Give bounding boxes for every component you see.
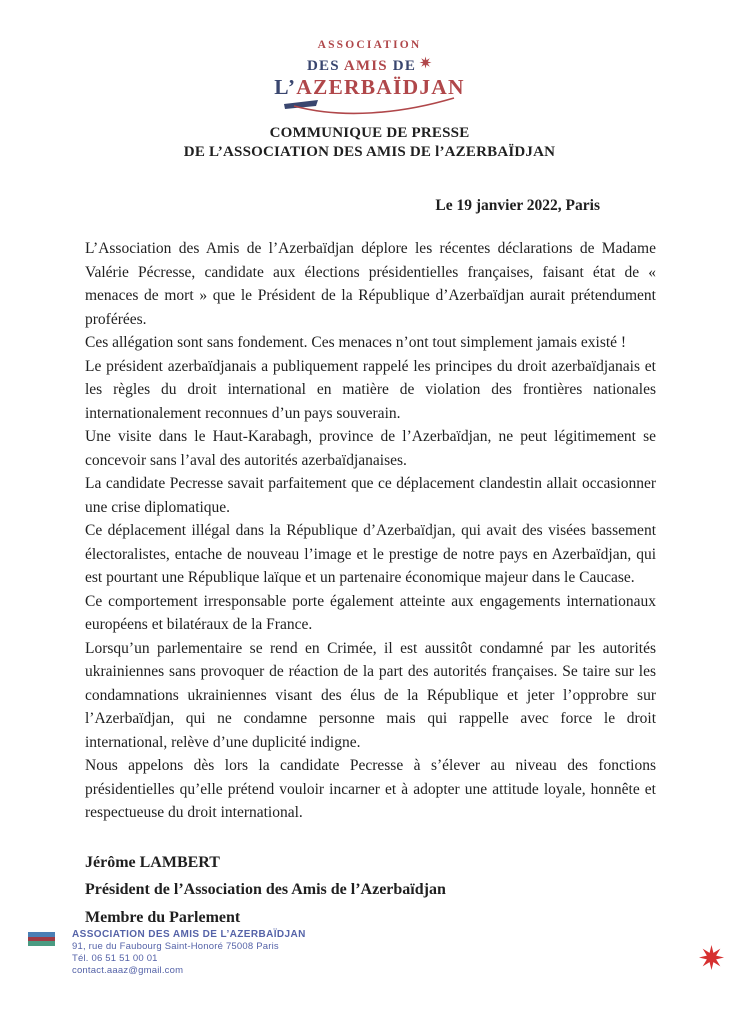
paragraph-3: Le président azerbaïdjanais a publiquement rappelé les principes du droit azerbaïdjanais et les règles du droit international en matière de violation des frontières nationales internationalement reconnues d’un pays souverain.: [85, 357, 656, 422]
flower-icon: [419, 56, 432, 69]
paragraph-4: Une visite dans le Haut-Karabagh, province de l’Azerbaïdjan, ne peut légitimement se concevoir sans l’aval des autorités azerbaïdjanaises.: [85, 428, 656, 469]
logo-swoosh-underline: [282, 97, 457, 119]
logo-association-text: ASSOCIATION: [317, 39, 422, 51]
azerbaijan-flag-icon: [28, 932, 55, 946]
logo-word-amis: AMIS: [343, 57, 388, 74]
logo-word-des: DES: [306, 57, 340, 74]
paragraph-2: Ces allégation sont sans fondement. Ces menaces n’ont tout simplement jamais existé !: [85, 334, 627, 351]
title-line-2: DE L’ASSOCIATION DES AMIS DE l’AZERBAÏDJAN: [183, 144, 556, 160]
footer-org-name: ASSOCIATION DES AMIS DE L’AZERBAÏDJAN: [72, 929, 306, 940]
signature-name: Jérôme LAMBERT: [85, 853, 220, 871]
body-text: [85, 237, 656, 825]
footer-phone: Tél. 06 51 51 00 01: [72, 952, 158, 964]
association-logo: [0, 0, 739, 119]
eight-pointed-star-icon: [698, 944, 725, 971]
paragraph-8: Lorsqu’un parlementaire se rend en Crimée, il est aussitôt condamné par les autorités ukrainiennes sans provoquer de réaction de la part des autorités françaises. Se taire sur les condamnations ukrainiennes visant des élus de la République et jeter l’opprobre sur l’Azerbaïdjan, qui ne condamne personne mais qui rappelle avec force le droit international, relève d’une duplicité indigne.: [85, 639, 656, 751]
signature-role: Membre du Parlement: [85, 908, 241, 926]
paragraph-1: L’Association des Amis de l’Azerbaïdjan déplore les récentes déclarations de Madame Valérie Pécresse, candidate aux élections présidentielles françaises, faisant état de « menaces de mort » que le Président de la République d’Azerbaïdjan aurait prétendument proférées.: [85, 240, 656, 328]
logo-l-apostrophe: L’: [274, 74, 297, 99]
logo-azerbaidjan-word: AZERBAÏDJAN: [296, 74, 465, 99]
document-title: [0, 124, 739, 162]
date-line: Le 19 janvier 2022, Paris: [435, 197, 600, 214]
footer-contact-block: [72, 928, 306, 976]
paragraph-5: La candidate Pecresse savait parfaitement que ce déplacement clandestin allait occasionner une crise diplomatique.: [85, 475, 656, 516]
logo-des-amis-de-line: [0, 56, 739, 74]
paragraph-7: Ce comportement irresponsable porte également atteinte aux engagements internationaux européens et bilatéraux de la France.: [85, 592, 656, 633]
paragraph-9: Nous appelons dès lors la candidate Pecresse à s’élever au niveau des fonctions présidentielles qu’elle prétend vouloir incarner et à adopter une attitude loyale, honnête et respectueuse du droit international.: [85, 757, 656, 821]
footer-email: contact.aaaz@gmail.com: [72, 964, 184, 976]
paragraph-6: Ce déplacement illégal dans la République d’Azerbaïdjan, qui avait des visées bassement électoralistes, entache de nouveau l’image et le prestige de notre pays en Azerbaïdjan, qui est pourtant une République laïque et un partenaire économique majeur dans le Caucase.: [85, 522, 656, 586]
flag-stripe-green: [28, 941, 55, 946]
footer-address: 91, rue du Faubourg Saint-Honoré 75008 Paris: [72, 941, 279, 952]
logo-azerbaidjan-line: [0, 74, 739, 99]
signature-title: Président de l’Association des Amis de l’Azerbaïdjan: [85, 881, 446, 898]
signature-block: [85, 849, 656, 932]
title-line-1: COMMUNIQUE DE PRESSE: [269, 125, 470, 141]
logo-word-de: DE: [392, 57, 417, 74]
